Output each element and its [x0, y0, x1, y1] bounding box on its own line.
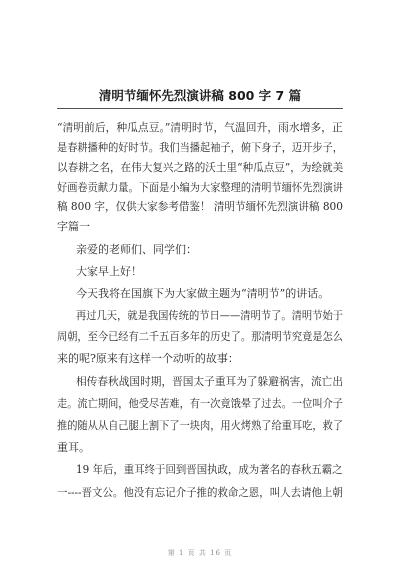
paragraph-line: 是春耕播种的好时节。我们当播起袖子，俯下身子，迈开步子， — [57, 141, 343, 154]
paragraph-line: 字篇一 — [57, 220, 90, 233]
page-footer: 第 1 页 共 16 页 — [167, 549, 233, 557]
paragraph-line: 周朝，至今已经有二千五百多年的历史了。那清明节究竟是怎么 — [57, 330, 343, 343]
paragraph-line: 重耳。 — [57, 441, 90, 454]
paragraph-line: 推的随从从自己腿上割下了一块肉，用火烤熟了给重耳吃，救了 — [57, 419, 343, 432]
paragraph-line: 稿 800 字，仅供大家参考借鉴！ 清明节缅怀先烈演讲稿 800 — [57, 200, 343, 213]
paragraph-line: 19 年后，重耳终于回到晋国执政，成为著名的春秋五霸之 — [76, 463, 343, 476]
title-divider — [57, 108, 343, 109]
paragraph-line: 以春耕之名，在伟大复兴之路的沃土里“种瓜点豆”，为绘就美 — [57, 161, 344, 174]
greeting: 大家早上好！ — [76, 265, 142, 278]
paragraph-line: 今天我将在国旗下为大家做主题为“清明节”的讲话。 — [76, 287, 330, 300]
paragraph-line: 一----晋文公。他没有忘记介子推的救命之恩，叫人去请他上朝 — [57, 486, 343, 499]
paragraph-line: 来的呢?原来有这样一个动听的故事： — [57, 352, 239, 365]
paragraph-line: 再过几天，就是我国传统的节日——清明节了。清明节始于 — [76, 309, 343, 322]
paragraph-line: 走。流亡期间，他受尽苦难，有一次竟饿晕了过去。一位叫介子 — [57, 397, 343, 410]
paragraph-line: 好画卷贡献力量。下面是小编为大家整理的清明节缅怀先烈演讲 — [57, 181, 343, 194]
salutation: 亲爱的老师们、同学们： — [76, 243, 197, 256]
paragraph-line: “清明前后，种瓜点豆。”清明时节，气温回升，雨水增多，正 — [57, 121, 343, 134]
document-title: 清明节缅怀先烈演讲稿 800 字 7 篇 — [98, 88, 302, 103]
paragraph-line: 相传春秋战国时期，晋国太子重耳为了躲避祸害，流亡出 — [76, 375, 343, 388]
